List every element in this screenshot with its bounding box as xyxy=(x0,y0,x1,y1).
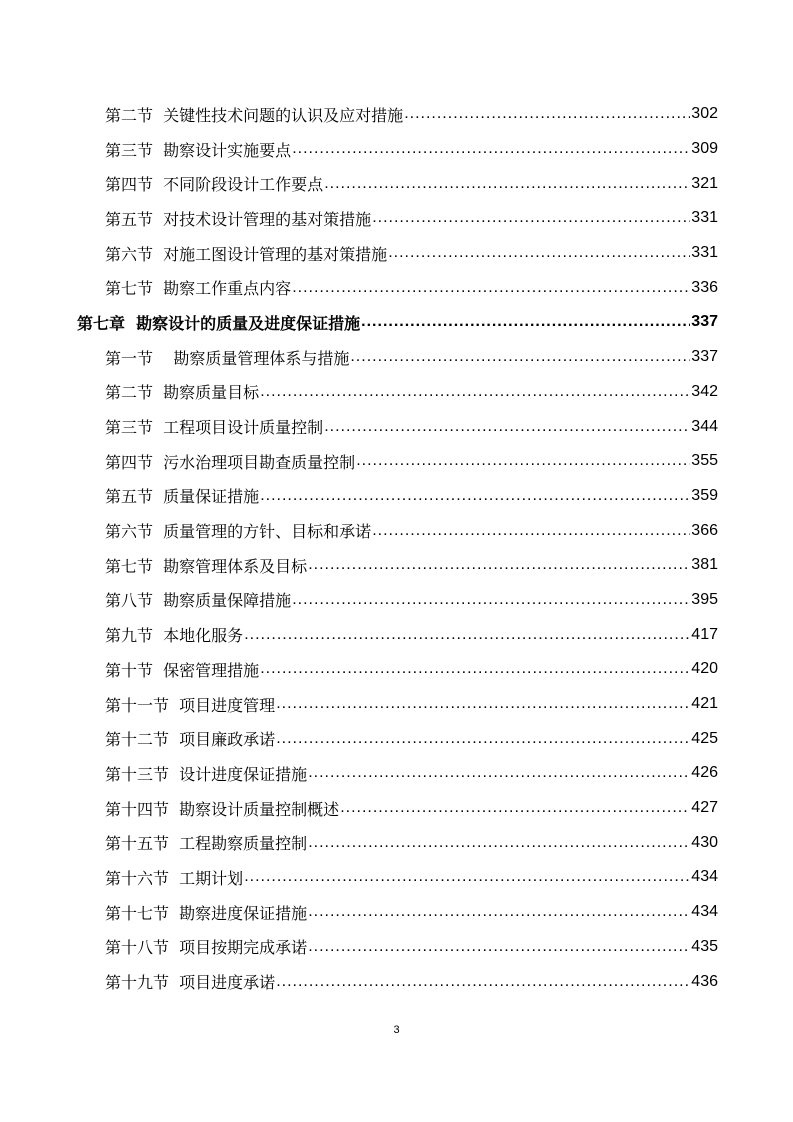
toc-entry-title: 第二节 勘察质量目标 xyxy=(105,383,260,403)
toc-entry-title: 第九节 本地化服务 xyxy=(105,626,244,646)
toc-entry-page: 344 xyxy=(691,417,718,435)
toc-dot-leader xyxy=(350,348,690,366)
toc-entry-title: 第十四节 勘察设计质量控制概述 xyxy=(105,799,340,819)
toc-entry[interactable] xyxy=(0,270,793,305)
toc-entry-title: 第八节 勘察质量保障措施 xyxy=(105,591,292,611)
page-number: 3 xyxy=(393,1024,400,1036)
toc-entry-title: 第十五节 工程勘察质量控制 xyxy=(105,834,308,854)
toc-entry-title: 第十一节 项目进度管理 xyxy=(105,695,276,715)
toc-dot-leader xyxy=(260,383,690,401)
toc-entry-title: 第三节 勘察设计实施要点 xyxy=(105,140,292,160)
toc-entry[interactable] xyxy=(0,791,793,826)
toc-entry[interactable] xyxy=(0,409,793,444)
toc-entry-page: 395 xyxy=(691,590,718,608)
toc-dot-leader xyxy=(308,764,690,782)
toc-entry[interactable] xyxy=(0,97,793,132)
toc-dot-leader xyxy=(260,487,690,505)
toc-entry-page: 366 xyxy=(691,521,718,539)
toc-entry[interactable] xyxy=(0,895,793,930)
toc-dot-leader xyxy=(292,591,690,609)
toc-entry-title: 第六节 对施工图设计管理的基对策措施 xyxy=(105,244,388,264)
toc-entry-title: 第三节 工程项目设计质量控制 xyxy=(105,418,324,438)
toc-entry-title: 第五节 质量保证措施 xyxy=(105,487,260,507)
toc-entry-page: 421 xyxy=(691,695,718,713)
toc-entry-page: 302 xyxy=(691,105,718,123)
toc-entry-page: 417 xyxy=(691,625,718,643)
toc-dot-leader xyxy=(356,452,690,470)
toc-entry[interactable] xyxy=(0,201,793,236)
toc-entry-page: 337 xyxy=(691,348,718,366)
toc-entry-title: 第十六节 工期计划 xyxy=(105,868,244,888)
toc-dot-leader xyxy=(372,209,690,227)
toc-dot-leader xyxy=(308,938,690,956)
toc-entry-page: 336 xyxy=(691,278,718,296)
toc-entry-page: 427 xyxy=(691,799,718,817)
toc-entry-page: 430 xyxy=(691,833,718,851)
toc-entry-page: 434 xyxy=(691,903,718,921)
toc-entry-page: 355 xyxy=(691,452,718,470)
toc-dot-leader xyxy=(324,175,690,193)
toc-entry[interactable] xyxy=(0,132,793,167)
toc-entry-title: 第四节 不同阶段设计工作要点 xyxy=(105,175,324,195)
toc-entry[interactable] xyxy=(0,479,793,514)
toc-entry[interactable] xyxy=(0,236,793,271)
toc-entry-title: 第十九节 项目进度承诺 xyxy=(105,973,276,993)
toc-entry[interactable] xyxy=(0,756,793,791)
toc-entry[interactable] xyxy=(0,721,793,756)
toc-entry[interactable] xyxy=(0,687,793,722)
toc-dot-leader xyxy=(324,418,690,436)
toc-entry-page: 309 xyxy=(691,140,718,158)
toc-entry-title: 第十八节 项目按期完成承诺 xyxy=(105,938,308,958)
toc-dot-leader xyxy=(340,799,690,817)
toc-dot-leader xyxy=(244,868,690,886)
toc-entry-page: 381 xyxy=(691,556,718,574)
toc-dot-leader xyxy=(292,140,690,158)
toc-entry[interactable] xyxy=(0,652,793,687)
toc-dot-leader xyxy=(276,695,690,713)
toc-entry-page: 331 xyxy=(691,244,718,262)
toc-dot-leader xyxy=(276,730,690,748)
toc-entry-title: 第五节 对技术设计管理的基对策措施 xyxy=(105,209,372,229)
toc-dot-leader xyxy=(308,556,690,574)
toc-entry[interactable] xyxy=(0,166,793,201)
toc-entry-page: 436 xyxy=(691,972,718,990)
toc-entry-page: 426 xyxy=(691,764,718,782)
toc-entry-title: 第一节 勘察质量管理体系与措施 xyxy=(105,348,350,368)
toc-entry-page: 434 xyxy=(691,868,718,886)
toc-dot-leader xyxy=(260,660,690,678)
toc-entry-page: 331 xyxy=(691,209,718,227)
toc-entry[interactable] xyxy=(0,930,793,965)
toc-dot-leader xyxy=(292,279,690,297)
toc-entry-title: 第六节 质量管理的方针、目标和承诺 xyxy=(105,522,372,542)
toc-dot-leader xyxy=(276,973,690,991)
toc-dot-leader xyxy=(308,903,690,921)
toc-chapter-title: 第七章 勘察设计的质量及进度保证措施 xyxy=(77,313,361,333)
toc-dot-leader xyxy=(372,522,690,540)
toc-entry[interactable] xyxy=(0,860,793,895)
toc-dot-leader xyxy=(404,105,690,123)
toc-entry[interactable] xyxy=(0,583,793,618)
toc-entry-title: 第二节 关键性技术问题的认识及应对措施 xyxy=(105,105,404,125)
toc-entry[interactable] xyxy=(0,513,793,548)
toc-entry[interactable] xyxy=(0,444,793,479)
toc-dot-leader xyxy=(388,244,690,262)
toc-entry-title: 第十三节 设计进度保证措施 xyxy=(105,764,308,784)
toc-entry-title: 第十七节 勘察进度保证措施 xyxy=(105,903,308,923)
toc-entry[interactable] xyxy=(0,964,793,999)
toc-chapter-entry[interactable] xyxy=(0,305,793,340)
toc-dot-leader xyxy=(361,313,690,331)
toc-entry[interactable] xyxy=(0,617,793,652)
toc-chapter-page: 337 xyxy=(691,313,718,331)
toc-dot-leader xyxy=(308,834,690,852)
toc-entry-page: 321 xyxy=(691,174,718,192)
toc-dot-leader xyxy=(244,626,690,644)
toc-entry-page: 342 xyxy=(691,382,718,400)
toc-entry-page: 359 xyxy=(691,486,718,504)
toc-entry[interactable] xyxy=(0,548,793,583)
table-of-contents xyxy=(0,97,793,999)
toc-entry-page: 425 xyxy=(691,729,718,747)
toc-entry-page: 420 xyxy=(691,660,718,678)
toc-entry-title: 第十节 保密管理措施 xyxy=(105,660,260,680)
toc-entry[interactable] xyxy=(0,825,793,860)
toc-entry-title: 第十二节 项目廉政承诺 xyxy=(105,730,276,750)
toc-entry-title: 第七节 勘察管理体系及目标 xyxy=(105,556,308,576)
toc-entry-title: 第七节 勘察工作重点内容 xyxy=(105,279,292,299)
toc-entry[interactable] xyxy=(0,375,793,410)
toc-entry[interactable] xyxy=(0,340,793,375)
toc-entry-title: 第四节 污水治理项目勘查质量控制 xyxy=(105,452,356,472)
toc-entry-page: 435 xyxy=(691,937,718,955)
